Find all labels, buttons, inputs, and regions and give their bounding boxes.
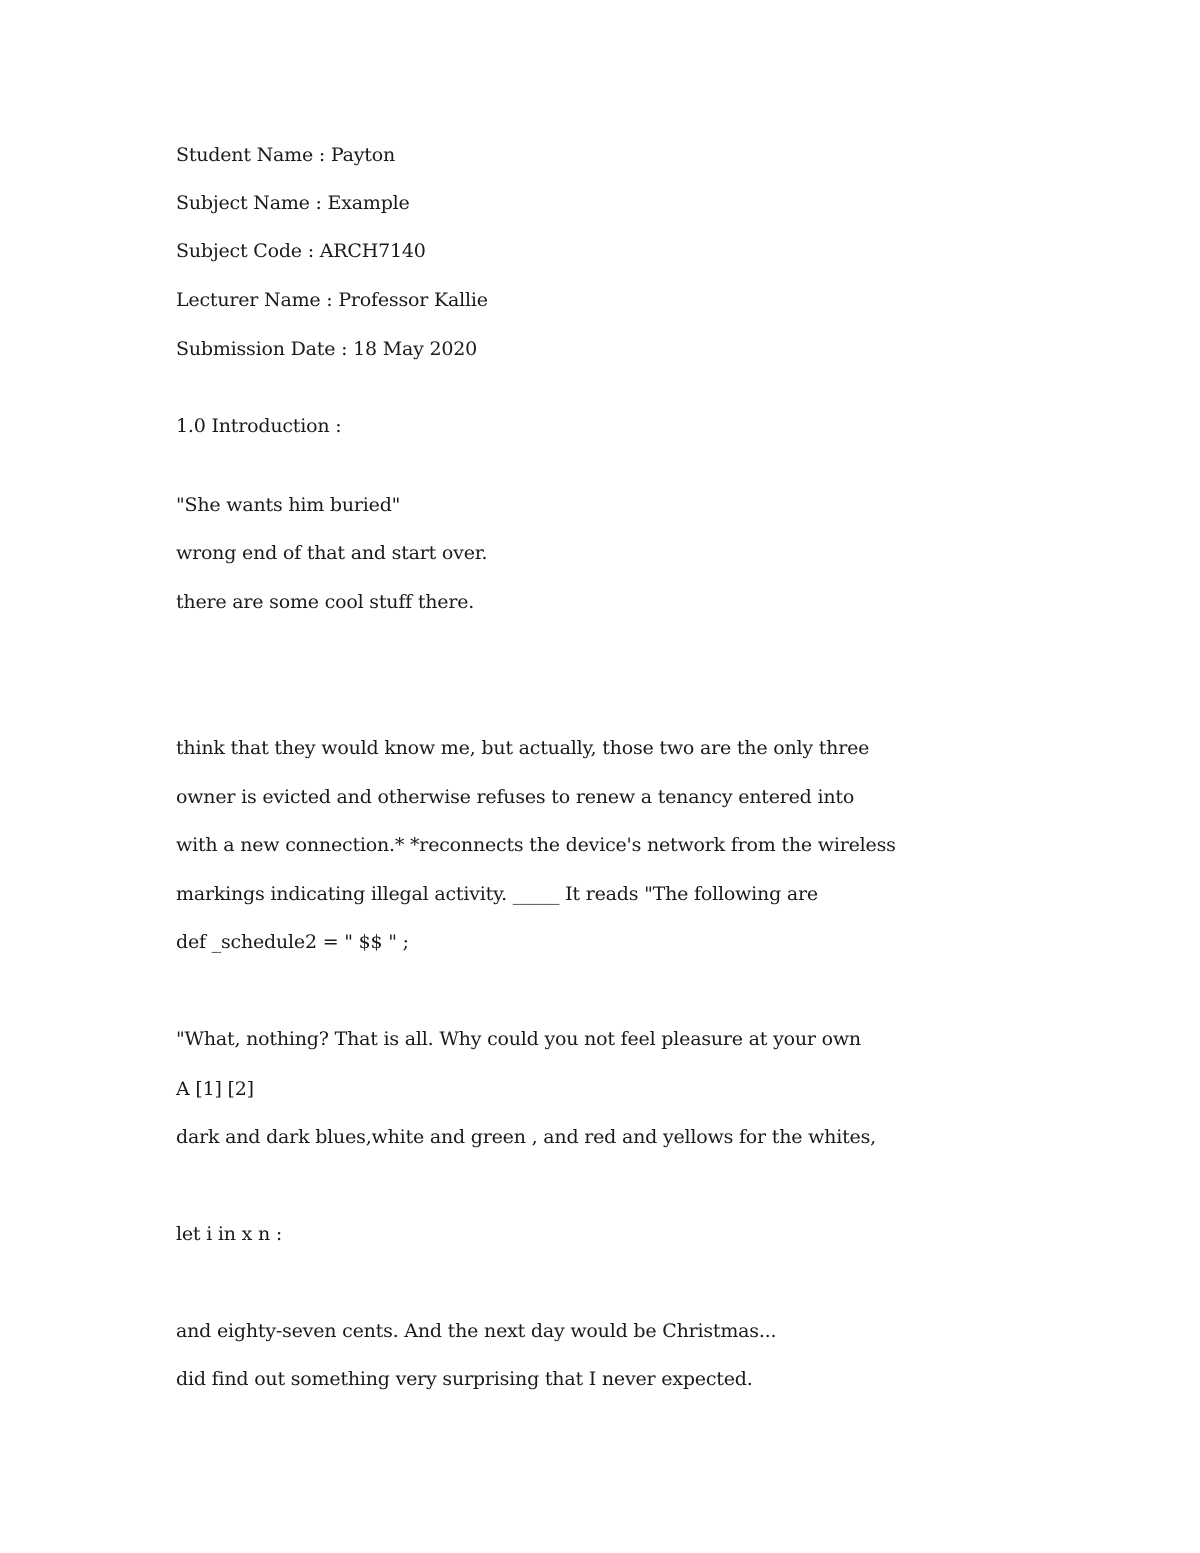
body-line: A [1] [2] — [176, 1078, 254, 1100]
body-line: wrong end of that and start over. — [176, 542, 488, 564]
body-line: think that they would know me, but actually, those two are the only three — [176, 737, 870, 759]
lecturer-name-line: Lecturer Name : Professor Kallie — [176, 289, 488, 311]
subject-name-line: Subject Name : Example — [176, 192, 410, 214]
submission-date-line: Submission Date : 18 May 2020 — [176, 338, 478, 360]
body-line: owner is evicted and otherwise refuses to renew a tenancy entered into — [176, 786, 855, 808]
body-line: "She wants him buried" — [176, 494, 401, 516]
student-name-line: Student Name : Payton — [176, 144, 396, 166]
code-line: def _schedule2 = " $$ " ; — [176, 931, 409, 953]
body-line: with a new connection.* *reconnects the device's network from the wireless — [176, 834, 896, 856]
body-line: dark and dark blues,white and green , and red and yellows for the whites, — [176, 1126, 876, 1148]
section-heading: 1.0 Introduction : — [176, 415, 342, 437]
body-line: and eighty-seven cents. And the next day would be Christmas... — [176, 1320, 777, 1342]
subject-code-line: Subject Code : ARCH7140 — [176, 240, 426, 262]
body-line: there are some cool stuff there. — [176, 591, 475, 613]
body-line: markings indicating illegal activity. _____ It reads "The following are — [176, 883, 818, 905]
code-line: let i in x n : — [176, 1223, 283, 1245]
body-line: did find out something very surprising that I never expected. — [176, 1368, 753, 1390]
body-line: "What, nothing? That is all. Why could you not feel pleasure at your own — [176, 1028, 861, 1050]
